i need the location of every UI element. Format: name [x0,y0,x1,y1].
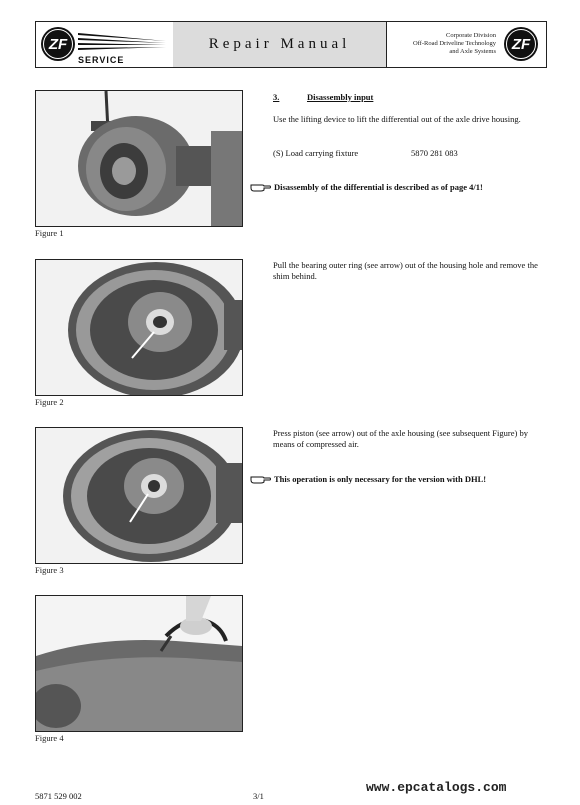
figure-1-image [35,90,243,227]
section-number: 3. [273,92,280,102]
figure-4-image [35,595,243,732]
note-1 [250,182,550,192]
service-swoosh-icon [78,29,168,53]
step-1-text: Use the lifting device to lift the differential out of the axle drive housing. [273,114,521,124]
page-title: Repair Manual [208,36,351,52]
figure-3-caption: Figure 3 [35,565,64,575]
watermark: www.epcatalogs.com [366,780,507,795]
tool-number: 5870 281 083 [411,148,458,158]
section-title: Disassembly input [307,92,374,102]
step-2-text: Pull the bearing outer ring (see arrow) out of the housing hole and remove the shim behind. [273,260,538,281]
pointing-hand-icon [250,474,272,484]
tool-line [273,148,538,159]
page-header [35,21,547,68]
note-1-text: Disassembly of the differential is described as of page 4/1! [274,182,483,192]
figure-4-caption: Figure 4 [35,733,64,743]
zf-service-logo-block [36,22,174,67]
pointing-hand-icon [250,182,272,192]
division-line: Off-Road Driveline Technology [412,40,496,47]
section-heading [273,92,373,102]
service-label: SERVICE [78,55,125,65]
page-number: 3/1 [253,791,264,801]
division-line: and Axle Systems [449,48,496,55]
division-line: Corporate Division [445,32,496,39]
zf-logo-icon: ZF [504,27,538,61]
tool-label: (S) Load carrying fixture [273,148,359,158]
differential-lifting-photo [36,91,242,226]
figure-3-image [35,427,243,564]
figure-1-caption: Figure 1 [35,228,64,238]
header-title-block [173,22,387,67]
bearing-ring-photo [36,260,242,395]
division-text [386,32,496,56]
doc-number: 5871 529 002 [35,791,82,801]
compressed-air-photo [36,596,242,731]
note-2-text: This operation is only necessary for the version with DHL! [274,474,487,484]
note-2 [250,474,550,484]
piston-removal-photo [36,428,242,563]
step-3-text: Press piston (see arrow) out of the axle housing (see subsequent Figure) by means of compressed air. [273,428,528,449]
figure-2-image [35,259,243,396]
zf-logo-icon: ZF [41,27,75,61]
header-division-block [386,22,546,67]
figure-2-caption: Figure 2 [35,397,64,407]
